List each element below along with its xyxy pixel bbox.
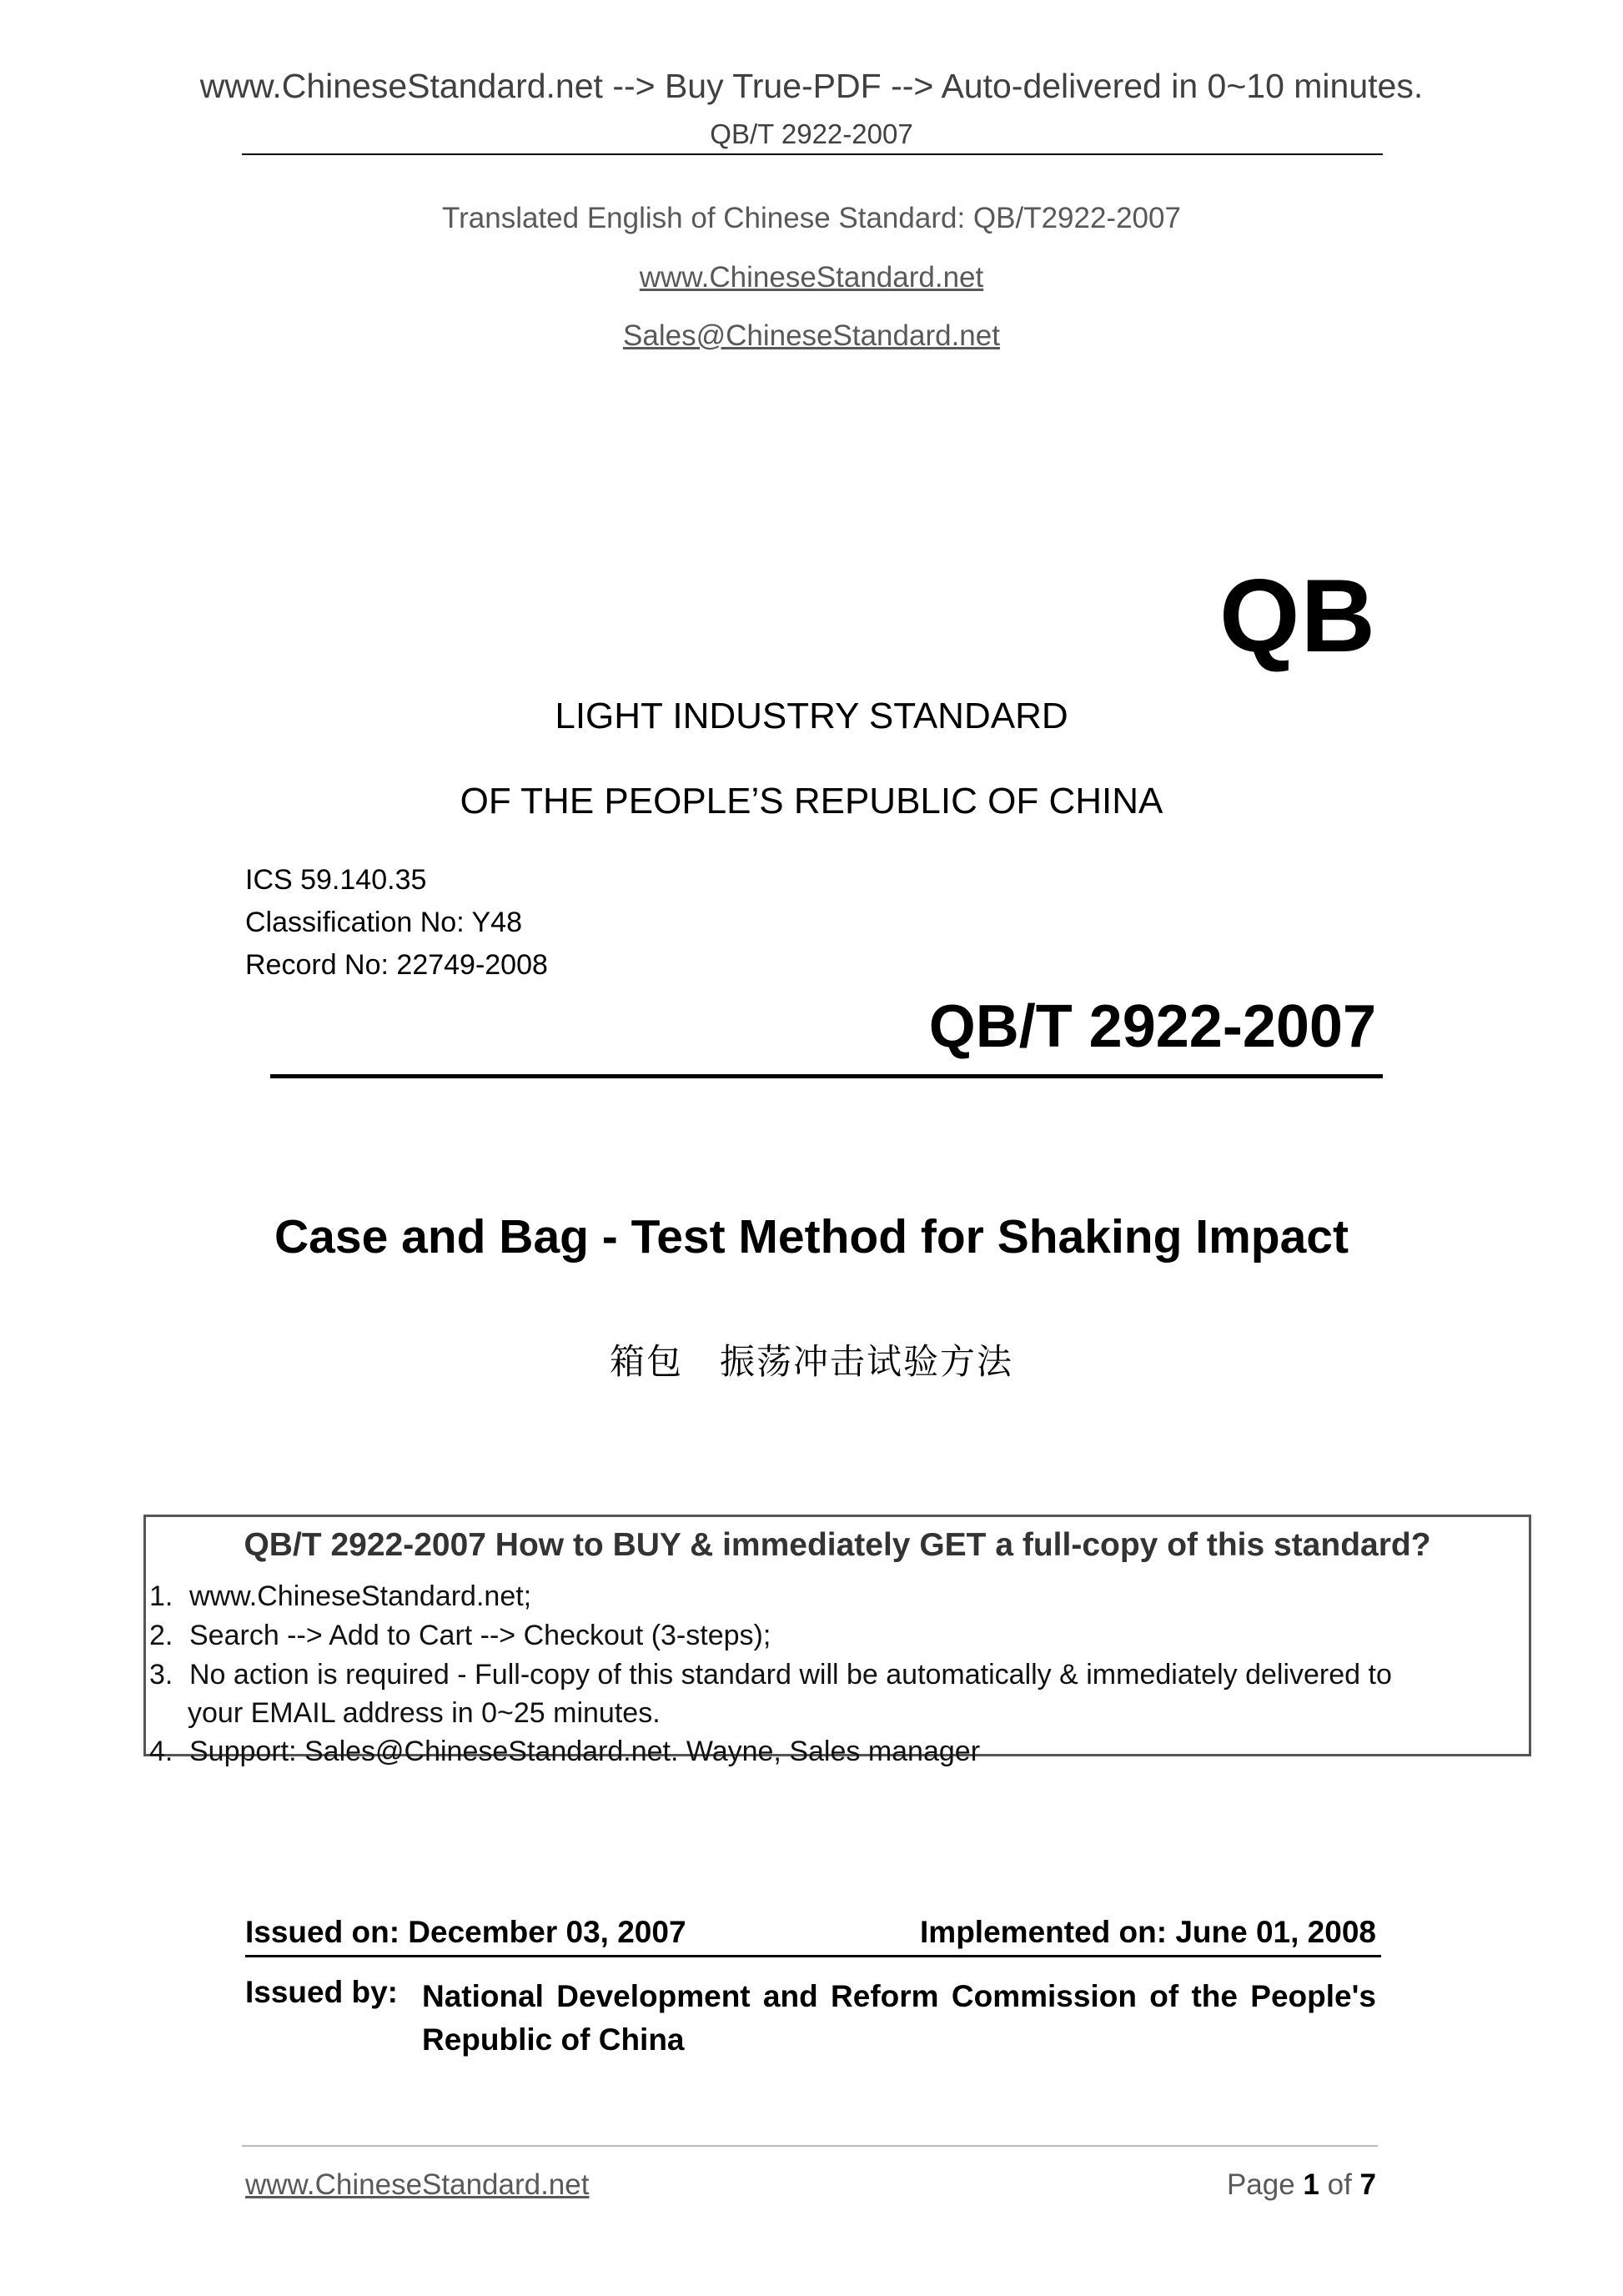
qb-logo: QB bbox=[1219, 559, 1376, 674]
purchase-info-box bbox=[143, 1515, 1531, 1767]
page-prefix: Page bbox=[1226, 2168, 1304, 2201]
purchase-step bbox=[148, 1620, 771, 1652]
page-of: of bbox=[1319, 2168, 1360, 2201]
footer-website-link[interactable]: www.ChineseStandard.net bbox=[245, 2168, 590, 2201]
purchase-step bbox=[148, 1736, 980, 1768]
translated-note: Translated English of Chinese Standard: QB/T2922-2007 bbox=[442, 202, 1181, 234]
current-page: 1 bbox=[1303, 2168, 1319, 2201]
step-number: 1. bbox=[149, 1580, 173, 1612]
header-standard-code: QB/T 2922-2007 bbox=[710, 118, 913, 149]
standard-code-divider bbox=[270, 1074, 1383, 1078]
header-divider bbox=[242, 153, 1383, 155]
sales-email-link[interactable]: Sales@ChineseStandard.net bbox=[623, 319, 1000, 352]
implemented-on-date: Implemented on: June 01, 2008 bbox=[920, 1915, 1376, 1949]
document-title: Case and Bag - Test Method for Shaking Impact bbox=[274, 1210, 1349, 1264]
step-number: 3. bbox=[149, 1659, 173, 1691]
step-text-continuation: your EMAIL address in 0~25 minutes. bbox=[188, 1697, 661, 1729]
issued-on-date: Issued on: December 03, 2007 bbox=[245, 1915, 686, 1949]
issued-by-label: Issued by: bbox=[245, 1975, 398, 2009]
step-text: No action is required - Full-copy of this standard will be automatically & immediately delivered to bbox=[189, 1659, 1392, 1691]
classification-number: Classification No: Y48 bbox=[245, 907, 522, 938]
purchase-step bbox=[148, 1580, 531, 1613]
header-banner: www.ChineseStandard.net --> Buy True-PDF --> Auto-delivered in 0~10 minutes. bbox=[199, 67, 1424, 105]
step-text: Search --> Add to Cart --> Checkout (3-steps); bbox=[189, 1620, 771, 1651]
issuing-authority: National Development and Reform Commission of the People's Republic of China bbox=[422, 1979, 1376, 2057]
step-text[interactable]: www.ChineseStandard.net; bbox=[189, 1580, 532, 1612]
website-link[interactable]: www.ChineseStandard.net bbox=[639, 261, 984, 294]
total-pages: 7 bbox=[1359, 2168, 1376, 2201]
purchase-step bbox=[148, 1659, 1392, 1691]
standard-code: QB/T 2922-2007 bbox=[928, 993, 1376, 1060]
ics-number: ICS 59.140.35 bbox=[245, 864, 427, 896]
step-number: 4. bbox=[149, 1736, 173, 1767]
step-number: 2. bbox=[149, 1620, 173, 1651]
step-text: Support: Sales@ChineseStandard.net. Wayne, Sales manager bbox=[189, 1736, 981, 1767]
purchase-heading: QB/T 2922-2007 How to BUY & immediately GET a full-copy of this standard? bbox=[244, 1527, 1431, 1563]
standard-type-line-2: OF THE PEOPLE’S REPUBLIC OF CHINA bbox=[460, 781, 1163, 821]
page-number bbox=[1227, 2168, 1376, 2202]
standard-type-line-1: LIGHT INDUSTRY STANDARD bbox=[555, 696, 1068, 736]
issue-divider bbox=[245, 1955, 1381, 1957]
document-title-chinese: 箱包 振荡冲击试验方法 bbox=[609, 1341, 1013, 1382]
footer-divider bbox=[242, 2145, 1378, 2147]
record-number: Record No: 22749-2008 bbox=[245, 949, 548, 981]
